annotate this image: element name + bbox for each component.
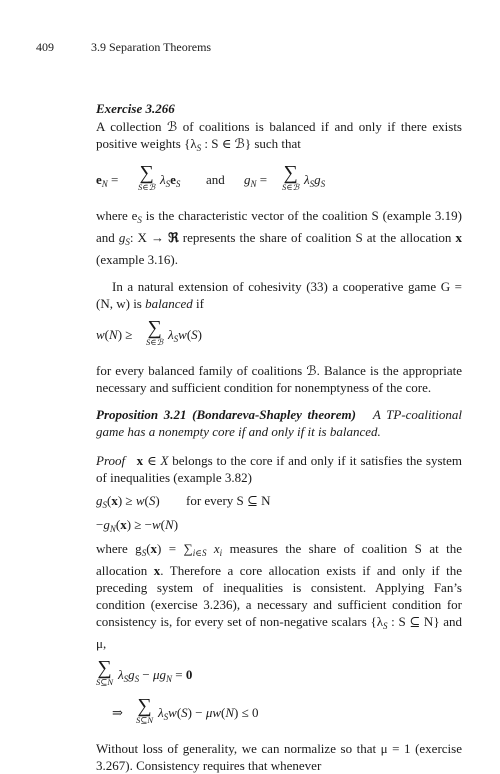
proof-paragraph: Proof x ∈ X belongs to the core if and only if it satisfies the system of inequalities (example 3.82) xyxy=(96,453,463,485)
exercise-intro: A collection ℬ of coalitions is balanced if and only if there exists positive weights {$\lambda_S$ : S ∈ ℬ} such that xyxy=(96,119,462,153)
sum-symbol: ∑ S∈ℬ xyxy=(146,317,164,347)
sum-symbol: ∑ S⊆N xyxy=(136,695,154,725)
running-title: 3.9 Separation Theorems xyxy=(91,40,212,54)
proposition-3-21: Proposition 3.21 (Bondareva-Shapley theorem) A TP-coalitional game has a nonempty core if and only if it is balanced. xyxy=(96,407,462,439)
balance-equation: $e_N$ = ∑ S∈ℬ $\lambda_Se_S$ and $g_N$ = ∑ S∈ℬ $\lambda_Sg_S$ xyxy=(96,162,326,192)
page-body xyxy=(96,100,462,774)
proof-where: where $g_S(x) = \sum_{i\in S}$ $x_i$ measures the share of coalition S at the allocation x. Therefore a core allocation exists if and only if the preceding system of inequalities is consistent. Applying Fan’s condition (exercise 3.236), a necessary and sufficient condition for consistency is, for every set of non-negative scalars {$\lambda_S$ : S ⊆ N} and μ, xyxy=(96,541,462,651)
exercise-where: where $e_S$ is the characteristic vector of the coalition S (example 3.19) and $g_S$: X → ℜ represents the share of coalition S at the allocation x (example 3.16). xyxy=(96,208,463,267)
sum-symbol: ∑ S⊆N xyxy=(96,657,114,687)
fan-condition-2: ⇒ ∑ S⊆N $\lambda_Sw(S) - \mu w(N) \le 0$ xyxy=(112,695,259,725)
balanced-inequality: w(N) ≥ ∑ S∈ℬ $\lambda_Sw(S)$ xyxy=(96,317,202,347)
core-inequality-1: $g_S(x) \ge w(S)$ for every S ⊆ N xyxy=(96,493,271,510)
balanced-paragraph: In a natural extension of cohesivity (33) a cooperative game G = (N, w) is balanced if xyxy=(96,279,462,311)
sum-symbol: ∑ S∈ℬ xyxy=(282,162,300,192)
normalization-paragraph: Without loss of generality, we can normalize so that μ = 1 (exercise 3.267). Consistency requires that whenever xyxy=(96,741,462,773)
fan-condition-1: ∑ S⊆N $\lambda_Sg_S - \mu g_N = 0$ xyxy=(96,657,193,687)
exercise-heading: Exercise 3.266 xyxy=(96,101,175,116)
balance-condition-paragraph: for every balanced family of coalitions ℬ. Balance is the appropriate necessary and sufficient condition for nonemptyness of the core. xyxy=(96,363,462,395)
page-number: 409 xyxy=(36,40,54,54)
core-inequality-2: $-g_N(x) \ge -w(N)$ xyxy=(96,517,179,534)
sum-symbol: ∑ S∈ℬ xyxy=(138,162,156,192)
